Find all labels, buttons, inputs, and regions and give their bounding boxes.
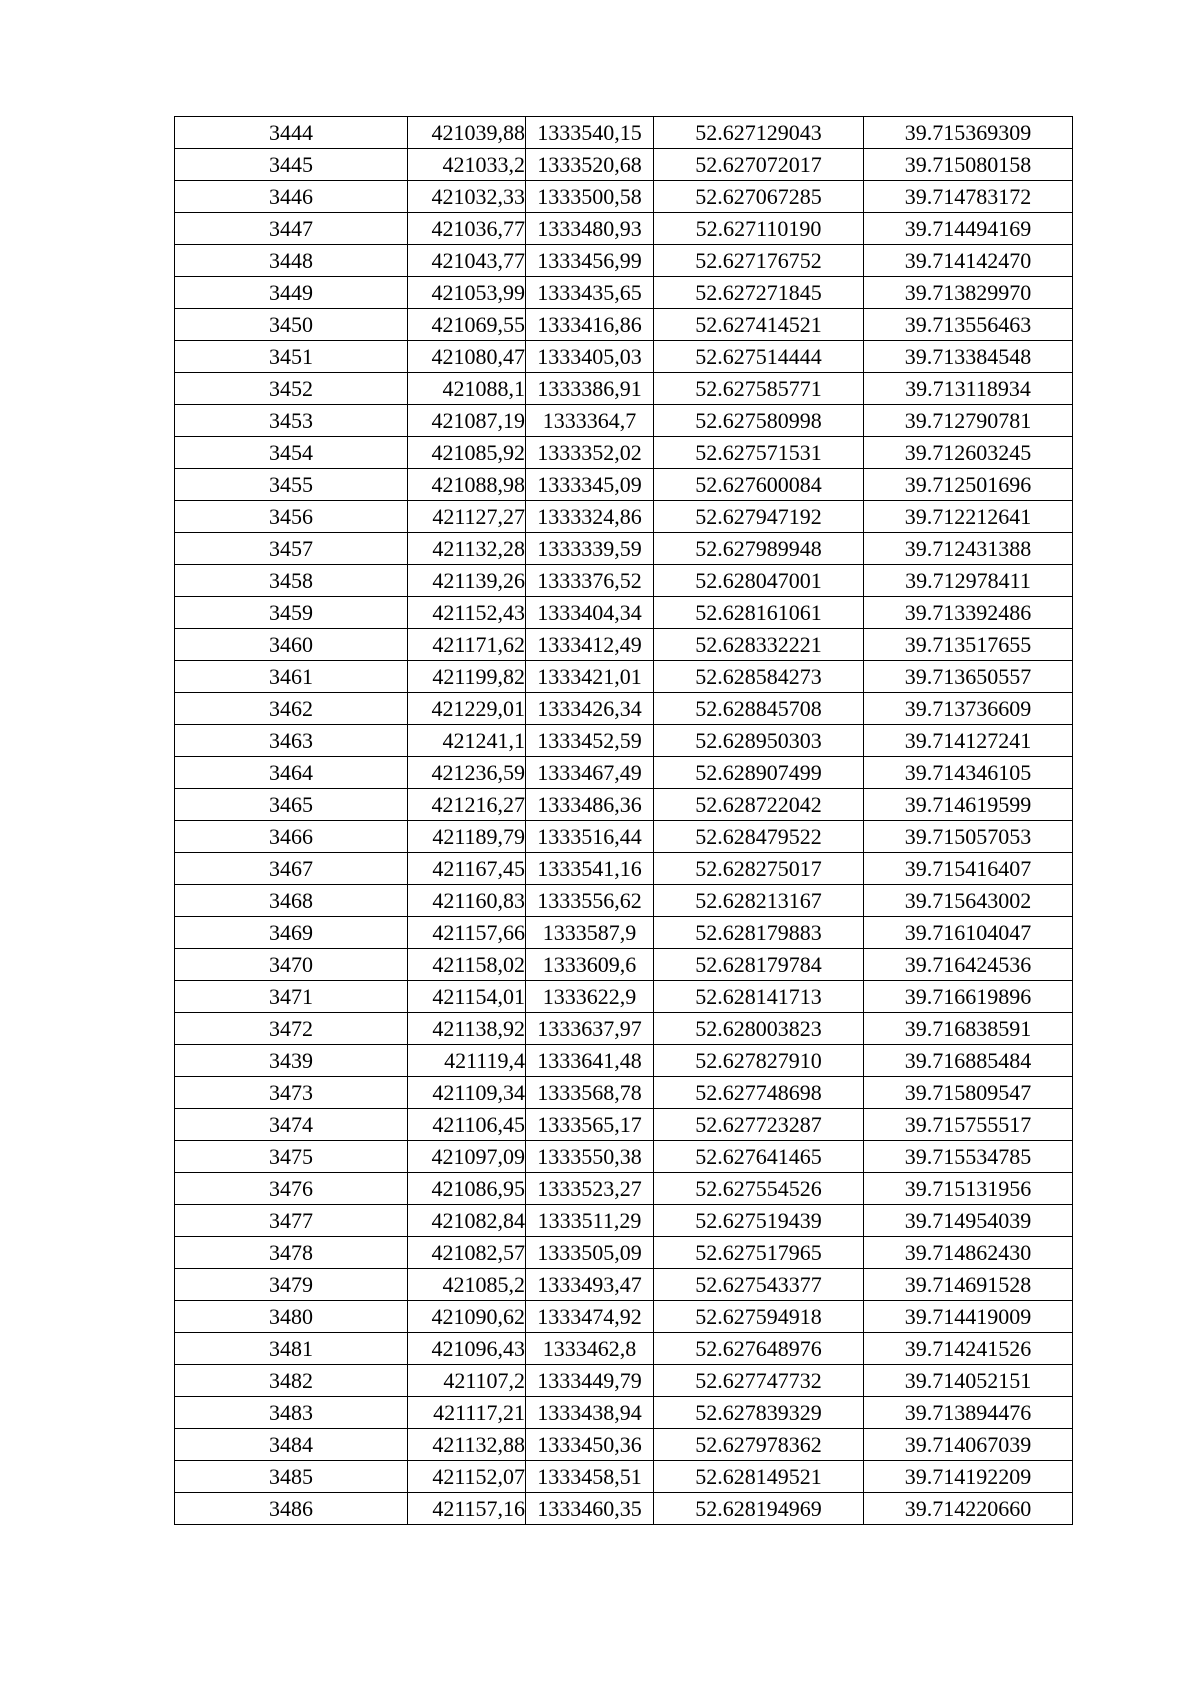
table-row	[175, 1109, 1073, 1141]
y-coordinate-cell: 1333462,8	[526, 1333, 654, 1365]
table-row	[175, 597, 1073, 629]
y-coordinate-cell: 1333438,94	[526, 1397, 654, 1429]
y-coordinate-cell: 1333456,99	[526, 245, 654, 277]
table-row	[175, 469, 1073, 501]
x-coordinate-cell: 421152,43	[408, 597, 526, 629]
y-coordinate-cell: 1333568,78	[526, 1077, 654, 1109]
y-coordinate-cell: 1333523,27	[526, 1173, 654, 1205]
point-number-cell: 3477	[175, 1205, 408, 1237]
x-coordinate-cell: 421080,47	[408, 341, 526, 373]
table-row	[175, 725, 1073, 757]
longitude-cell: 39.715080158	[864, 149, 1073, 181]
latitude-cell: 52.627747732	[654, 1365, 864, 1397]
y-coordinate-cell: 1333376,52	[526, 565, 654, 597]
latitude-cell: 52.627067285	[654, 181, 864, 213]
longitude-cell: 39.712603245	[864, 437, 1073, 469]
x-coordinate-cell: 421043,77	[408, 245, 526, 277]
y-coordinate-cell: 1333452,59	[526, 725, 654, 757]
longitude-cell: 39.713517655	[864, 629, 1073, 661]
latitude-cell: 52.627571531	[654, 437, 864, 469]
latitude-cell: 52.628047001	[654, 565, 864, 597]
x-coordinate-cell: 421139,26	[408, 565, 526, 597]
x-coordinate-cell: 421032,33	[408, 181, 526, 213]
latitude-cell: 52.628179784	[654, 949, 864, 981]
x-coordinate-cell: 421127,27	[408, 501, 526, 533]
point-number-cell: 3483	[175, 1397, 408, 1429]
point-number-cell: 3460	[175, 629, 408, 661]
y-coordinate-cell: 1333641,48	[526, 1045, 654, 1077]
y-coordinate-cell: 1333345,09	[526, 469, 654, 501]
table-row	[175, 1269, 1073, 1301]
point-number-cell: 3447	[175, 213, 408, 245]
x-coordinate-cell: 421109,34	[408, 1077, 526, 1109]
table-row	[175, 117, 1073, 149]
y-coordinate-cell: 1333404,34	[526, 597, 654, 629]
latitude-cell: 52.627723287	[654, 1109, 864, 1141]
point-number-cell: 3453	[175, 405, 408, 437]
x-coordinate-cell: 421117,21	[408, 1397, 526, 1429]
latitude-cell: 52.627129043	[654, 117, 864, 149]
latitude-cell: 52.628907499	[654, 757, 864, 789]
table-row	[175, 437, 1073, 469]
y-coordinate-cell: 1333364,7	[526, 405, 654, 437]
y-coordinate-cell: 1333550,38	[526, 1141, 654, 1173]
point-number-cell: 3478	[175, 1237, 408, 1269]
table-row	[175, 1365, 1073, 1397]
x-coordinate-cell: 421082,57	[408, 1237, 526, 1269]
point-number-cell: 3470	[175, 949, 408, 981]
longitude-cell: 39.712212641	[864, 501, 1073, 533]
x-coordinate-cell: 421132,88	[408, 1429, 526, 1461]
longitude-cell: 39.714127241	[864, 725, 1073, 757]
table-row	[175, 533, 1073, 565]
latitude-cell: 52.627641465	[654, 1141, 864, 1173]
point-number-cell: 3475	[175, 1141, 408, 1173]
latitude-cell: 52.628213167	[654, 885, 864, 917]
x-coordinate-cell: 421069,55	[408, 309, 526, 341]
latitude-cell: 52.627839329	[654, 1397, 864, 1429]
latitude-cell: 52.628149521	[654, 1461, 864, 1493]
point-number-cell: 3452	[175, 373, 408, 405]
point-number-cell: 3455	[175, 469, 408, 501]
point-number-cell: 3467	[175, 853, 408, 885]
point-number-cell: 3464	[175, 757, 408, 789]
longitude-cell: 39.714220660	[864, 1493, 1073, 1525]
longitude-cell: 39.716838591	[864, 1013, 1073, 1045]
table-row	[175, 1173, 1073, 1205]
longitude-cell: 39.715534785	[864, 1141, 1073, 1173]
latitude-cell: 52.628332221	[654, 629, 864, 661]
latitude-cell: 52.627514444	[654, 341, 864, 373]
x-coordinate-cell: 421082,84	[408, 1205, 526, 1237]
table-row	[175, 1237, 1073, 1269]
y-coordinate-cell: 1333520,68	[526, 149, 654, 181]
x-coordinate-cell: 421036,77	[408, 213, 526, 245]
table-row	[175, 405, 1073, 437]
longitude-cell: 39.714241526	[864, 1333, 1073, 1365]
latitude-cell: 52.627585771	[654, 373, 864, 405]
longitude-cell: 39.715057053	[864, 821, 1073, 853]
point-number-cell: 3468	[175, 885, 408, 917]
table-row	[175, 341, 1073, 373]
table-row	[175, 821, 1073, 853]
x-coordinate-cell: 421053,99	[408, 277, 526, 309]
x-coordinate-cell: 421157,16	[408, 1493, 526, 1525]
latitude-cell: 52.628003823	[654, 1013, 864, 1045]
table-row	[175, 181, 1073, 213]
x-coordinate-cell: 421033,2	[408, 149, 526, 181]
longitude-cell: 39.712790781	[864, 405, 1073, 437]
table-row	[175, 1461, 1073, 1493]
x-coordinate-cell: 421096,43	[408, 1333, 526, 1365]
longitude-cell: 39.714783172	[864, 181, 1073, 213]
table-row	[175, 1429, 1073, 1461]
longitude-cell: 39.713829970	[864, 277, 1073, 309]
longitude-cell: 39.716619896	[864, 981, 1073, 1013]
longitude-cell: 39.712431388	[864, 533, 1073, 565]
x-coordinate-cell: 421167,45	[408, 853, 526, 885]
y-coordinate-cell: 1333421,01	[526, 661, 654, 693]
table-row	[175, 1077, 1073, 1109]
point-number-cell: 3449	[175, 277, 408, 309]
point-number-cell: 3457	[175, 533, 408, 565]
y-coordinate-cell: 1333467,49	[526, 757, 654, 789]
longitude-cell: 39.714954039	[864, 1205, 1073, 1237]
latitude-cell: 52.627072017	[654, 149, 864, 181]
table-row	[175, 1493, 1073, 1525]
table-row	[175, 853, 1073, 885]
latitude-cell: 52.628275017	[654, 853, 864, 885]
x-coordinate-cell: 421138,92	[408, 1013, 526, 1045]
latitude-cell: 52.627271845	[654, 277, 864, 309]
longitude-cell: 39.714192209	[864, 1461, 1073, 1493]
x-coordinate-cell: 421107,2	[408, 1365, 526, 1397]
point-number-cell: 3451	[175, 341, 408, 373]
table-row	[175, 981, 1073, 1013]
longitude-cell: 39.714067039	[864, 1429, 1073, 1461]
longitude-cell: 39.716104047	[864, 917, 1073, 949]
longitude-cell: 39.712501696	[864, 469, 1073, 501]
point-number-cell: 3456	[175, 501, 408, 533]
table-row	[175, 949, 1073, 981]
latitude-cell: 52.627978362	[654, 1429, 864, 1461]
x-coordinate-cell: 421106,45	[408, 1109, 526, 1141]
point-number-cell: 3466	[175, 821, 408, 853]
table-row	[175, 885, 1073, 917]
latitude-cell: 52.628194969	[654, 1493, 864, 1525]
table-row	[175, 1205, 1073, 1237]
table-row	[175, 245, 1073, 277]
table-row	[175, 1301, 1073, 1333]
x-coordinate-cell: 421088,98	[408, 469, 526, 501]
y-coordinate-cell: 1333493,47	[526, 1269, 654, 1301]
x-coordinate-cell: 421087,19	[408, 405, 526, 437]
latitude-cell: 52.627947192	[654, 501, 864, 533]
latitude-cell: 52.627827910	[654, 1045, 864, 1077]
y-coordinate-cell: 1333505,09	[526, 1237, 654, 1269]
point-number-cell: 3458	[175, 565, 408, 597]
point-number-cell: 3479	[175, 1269, 408, 1301]
table-row	[175, 1333, 1073, 1365]
latitude-cell: 52.627648976	[654, 1333, 864, 1365]
y-coordinate-cell: 1333480,93	[526, 213, 654, 245]
longitude-cell: 39.713118934	[864, 373, 1073, 405]
longitude-cell: 39.713650557	[864, 661, 1073, 693]
point-number-cell: 3486	[175, 1493, 408, 1525]
point-number-cell: 3471	[175, 981, 408, 1013]
y-coordinate-cell: 1333587,9	[526, 917, 654, 949]
table-row	[175, 1045, 1073, 1077]
table-row	[175, 1397, 1073, 1429]
table-row	[175, 149, 1073, 181]
x-coordinate-cell: 421216,27	[408, 789, 526, 821]
longitude-cell: 39.714346105	[864, 757, 1073, 789]
table-body	[175, 117, 1073, 1525]
point-number-cell: 3439	[175, 1045, 408, 1077]
point-number-cell: 3450	[175, 309, 408, 341]
y-coordinate-cell: 1333412,49	[526, 629, 654, 661]
longitude-cell: 39.715131956	[864, 1173, 1073, 1205]
longitude-cell: 39.715755517	[864, 1109, 1073, 1141]
point-number-cell: 3476	[175, 1173, 408, 1205]
point-number-cell: 3461	[175, 661, 408, 693]
latitude-cell: 52.627600084	[654, 469, 864, 501]
table-row	[175, 917, 1073, 949]
y-coordinate-cell: 1333460,35	[526, 1493, 654, 1525]
x-coordinate-cell: 421085,2	[408, 1269, 526, 1301]
longitude-cell: 39.714619599	[864, 789, 1073, 821]
longitude-cell: 39.713556463	[864, 309, 1073, 341]
x-coordinate-cell: 421088,1	[408, 373, 526, 405]
latitude-cell: 52.627748698	[654, 1077, 864, 1109]
longitude-cell: 39.714142470	[864, 245, 1073, 277]
point-number-cell: 3445	[175, 149, 408, 181]
point-number-cell: 3473	[175, 1077, 408, 1109]
table-row	[175, 1013, 1073, 1045]
longitude-cell: 39.716424536	[864, 949, 1073, 981]
longitude-cell: 39.715416407	[864, 853, 1073, 885]
point-number-cell: 3480	[175, 1301, 408, 1333]
x-coordinate-cell: 421152,07	[408, 1461, 526, 1493]
y-coordinate-cell: 1333500,58	[526, 181, 654, 213]
longitude-cell: 39.714494169	[864, 213, 1073, 245]
table-row	[175, 629, 1073, 661]
latitude-cell: 52.627176752	[654, 245, 864, 277]
longitude-cell: 39.713736609	[864, 693, 1073, 725]
point-number-cell: 3484	[175, 1429, 408, 1461]
latitude-cell: 52.627554526	[654, 1173, 864, 1205]
x-coordinate-cell: 421229,01	[408, 693, 526, 725]
longitude-cell: 39.713894476	[864, 1397, 1073, 1429]
latitude-cell: 52.627110190	[654, 213, 864, 245]
x-coordinate-cell: 421086,95	[408, 1173, 526, 1205]
y-coordinate-cell: 1333609,6	[526, 949, 654, 981]
point-number-cell: 3482	[175, 1365, 408, 1397]
x-coordinate-cell: 421171,62	[408, 629, 526, 661]
longitude-cell: 39.715809547	[864, 1077, 1073, 1109]
point-number-cell: 3465	[175, 789, 408, 821]
longitude-cell: 39.716885484	[864, 1045, 1073, 1077]
x-coordinate-cell: 421158,02	[408, 949, 526, 981]
x-coordinate-cell: 421236,59	[408, 757, 526, 789]
x-coordinate-cell: 421085,92	[408, 437, 526, 469]
y-coordinate-cell: 1333541,16	[526, 853, 654, 885]
y-coordinate-cell: 1333339,59	[526, 533, 654, 565]
point-number-cell: 3448	[175, 245, 408, 277]
y-coordinate-cell: 1333324,86	[526, 501, 654, 533]
latitude-cell: 52.628179883	[654, 917, 864, 949]
point-number-cell: 3444	[175, 117, 408, 149]
point-number-cell: 3462	[175, 693, 408, 725]
point-number-cell: 3469	[175, 917, 408, 949]
point-number-cell: 3454	[175, 437, 408, 469]
point-number-cell: 3472	[175, 1013, 408, 1045]
y-coordinate-cell: 1333565,17	[526, 1109, 654, 1141]
table-row	[175, 373, 1073, 405]
table-row	[175, 789, 1073, 821]
y-coordinate-cell: 1333540,15	[526, 117, 654, 149]
latitude-cell: 52.628950303	[654, 725, 864, 757]
y-coordinate-cell: 1333352,02	[526, 437, 654, 469]
coordinates-table	[174, 116, 1073, 1525]
table-row	[175, 757, 1073, 789]
y-coordinate-cell: 1333637,97	[526, 1013, 654, 1045]
longitude-cell: 39.714419009	[864, 1301, 1073, 1333]
point-number-cell: 3463	[175, 725, 408, 757]
y-coordinate-cell: 1333449,79	[526, 1365, 654, 1397]
x-coordinate-cell: 421154,01	[408, 981, 526, 1013]
latitude-cell: 52.627519439	[654, 1205, 864, 1237]
point-number-cell: 3485	[175, 1461, 408, 1493]
x-coordinate-cell: 421157,66	[408, 917, 526, 949]
longitude-cell: 39.714691528	[864, 1269, 1073, 1301]
y-coordinate-cell: 1333486,36	[526, 789, 654, 821]
latitude-cell: 52.627414521	[654, 309, 864, 341]
y-coordinate-cell: 1333416,86	[526, 309, 654, 341]
point-number-cell: 3446	[175, 181, 408, 213]
x-coordinate-cell: 421039,88	[408, 117, 526, 149]
y-coordinate-cell: 1333458,51	[526, 1461, 654, 1493]
latitude-cell: 52.628161061	[654, 597, 864, 629]
y-coordinate-cell: 1333474,92	[526, 1301, 654, 1333]
y-coordinate-cell: 1333450,36	[526, 1429, 654, 1461]
y-coordinate-cell: 1333511,29	[526, 1205, 654, 1237]
latitude-cell: 52.628479522	[654, 821, 864, 853]
y-coordinate-cell: 1333516,44	[526, 821, 654, 853]
latitude-cell: 52.628141713	[654, 981, 864, 1013]
point-number-cell: 3481	[175, 1333, 408, 1365]
longitude-cell: 39.713384548	[864, 341, 1073, 373]
x-coordinate-cell: 421160,83	[408, 885, 526, 917]
latitude-cell: 52.627989948	[654, 533, 864, 565]
x-coordinate-cell: 421090,62	[408, 1301, 526, 1333]
y-coordinate-cell: 1333435,65	[526, 277, 654, 309]
latitude-cell: 52.628845708	[654, 693, 864, 725]
y-coordinate-cell: 1333405,03	[526, 341, 654, 373]
x-coordinate-cell: 421241,1	[408, 725, 526, 757]
table-row	[175, 661, 1073, 693]
y-coordinate-cell: 1333386,91	[526, 373, 654, 405]
latitude-cell: 52.627580998	[654, 405, 864, 437]
longitude-cell: 39.714862430	[864, 1237, 1073, 1269]
longitude-cell: 39.715643002	[864, 885, 1073, 917]
latitude-cell: 52.628722042	[654, 789, 864, 821]
table-row	[175, 565, 1073, 597]
latitude-cell: 52.627543377	[654, 1269, 864, 1301]
x-coordinate-cell: 421199,82	[408, 661, 526, 693]
x-coordinate-cell: 421097,09	[408, 1141, 526, 1173]
table-row	[175, 693, 1073, 725]
latitude-cell: 52.627594918	[654, 1301, 864, 1333]
longitude-cell: 39.714052151	[864, 1365, 1073, 1397]
point-number-cell: 3459	[175, 597, 408, 629]
x-coordinate-cell: 421119,4	[408, 1045, 526, 1077]
y-coordinate-cell: 1333622,9	[526, 981, 654, 1013]
table-row	[175, 213, 1073, 245]
longitude-cell: 39.712978411	[864, 565, 1073, 597]
point-number-cell: 3474	[175, 1109, 408, 1141]
latitude-cell: 52.627517965	[654, 1237, 864, 1269]
longitude-cell: 39.715369309	[864, 117, 1073, 149]
table-row	[175, 1141, 1073, 1173]
y-coordinate-cell: 1333426,34	[526, 693, 654, 725]
table-row	[175, 309, 1073, 341]
latitude-cell: 52.628584273	[654, 661, 864, 693]
longitude-cell: 39.713392486	[864, 597, 1073, 629]
y-coordinate-cell: 1333556,62	[526, 885, 654, 917]
table-row	[175, 277, 1073, 309]
x-coordinate-cell: 421189,79	[408, 821, 526, 853]
table-row	[175, 501, 1073, 533]
x-coordinate-cell: 421132,28	[408, 533, 526, 565]
